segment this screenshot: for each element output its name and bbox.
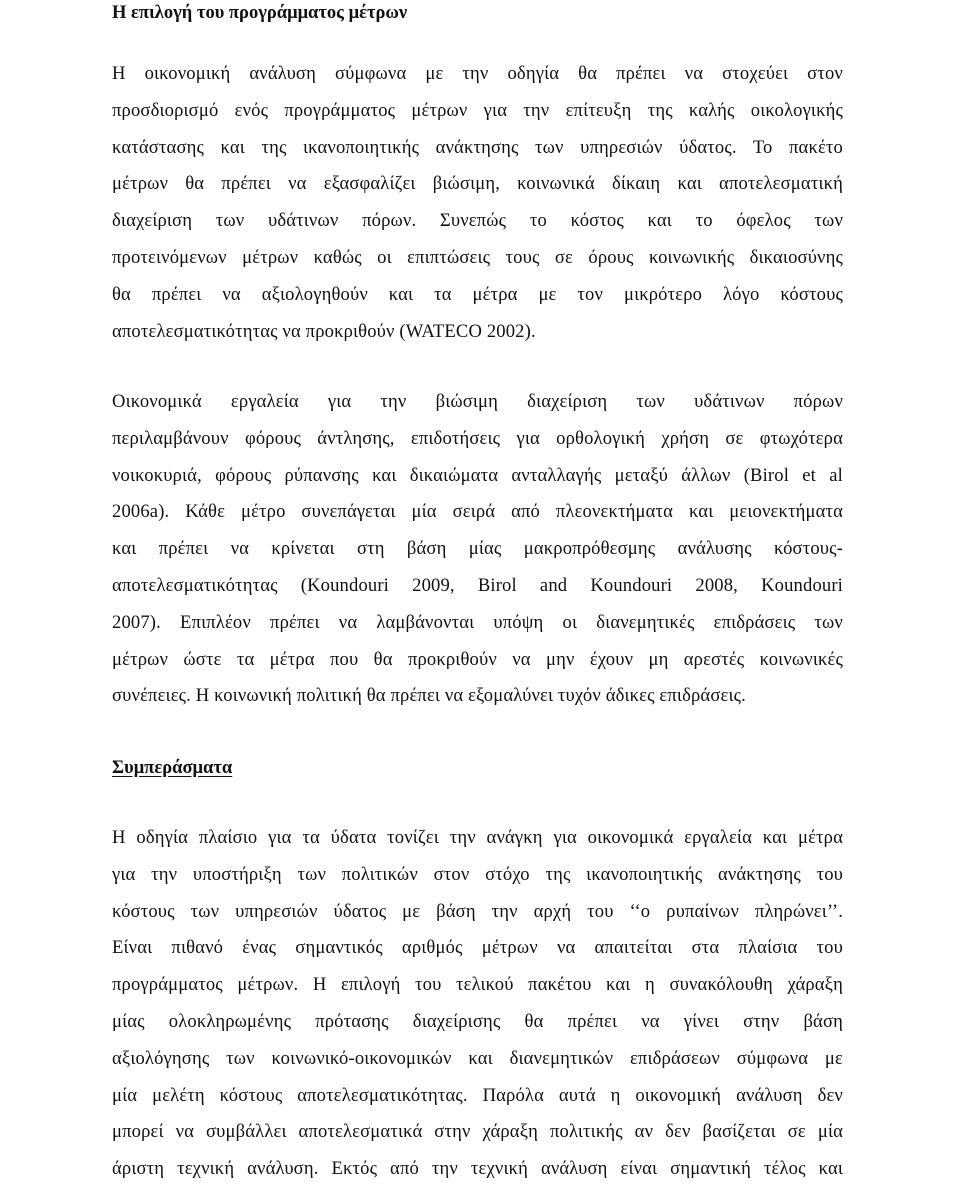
- paragraph-conclusions: [112, 820, 843, 1188]
- text-line: περιλαμβάνουν φόρους άντλησης, επιδοτήσεις για ορθολογική χρήση σε φτωχότερα: [112, 427, 843, 449]
- text-line: κόστους των υπηρεσιών ύδατος με βάση την αρχή του ‘‘ο ρυπαίνων πληρώνει’’.: [112, 900, 843, 922]
- text-line: Οικονομικά εργαλεία για την βιώσιμη διαχείριση των υδάτινων πόρων: [112, 391, 843, 412]
- text-line: Η οικονομική ανάλυση σύμφωνα με την οδηγία θα πρέπει να στοχεύει στον: [112, 63, 843, 84]
- section-heading-program-of-measures: Η επιλογή του προγράμματος μέτρων: [112, 3, 408, 23]
- text-line: προτεινόμενων μέτρων καθώς οι επιπτώσεις τους σε όρους κοινωνικής δικαιοσύνης: [112, 246, 843, 268]
- text-line: Είναι πιθανό ένας σημαντικός αριθμός μέτρων να απαιτείται στα πλαίσια του: [112, 937, 843, 959]
- paragraph-economic-tools: [112, 384, 843, 715]
- text-line: προσδιορισμό ενός προγράμματος μέτρων για την επίτευξη της καλής οικολογικής: [112, 99, 843, 121]
- text-line: αξιολόγησης των κοινωνικό-οικονομικών και διανεμητικών επιδράσεων σύμφωνα με: [112, 1047, 843, 1069]
- text-line: μία μελέτη κόστους αποτελεσματικότητας. Παρόλα αυτά η οικονομική ανάλυση δεν: [112, 1084, 843, 1106]
- text-line: 2006a). Κάθε μέτρο συνεπάγεται μία σειρά από πλεονεκτήματα και μειονεκτήματα: [112, 501, 843, 523]
- text-line: και πρέπει να κρίνεται στη βάση μίας μακροπρόθεσμης ανάλυσης κόστους-: [112, 538, 843, 560]
- text-line: μπορεί να συμβάλλει αποτελεσματικά στην χάραξη πολιτικής αν δεν βασίζεται σε μία: [112, 1121, 843, 1143]
- text-line: για την υποστήριξη των πολιτικών στον στόχο της ικανοποιητικής ανάκτησης του: [112, 863, 843, 885]
- text-line: θα πρέπει να αξιολογηθούν και τα μέτρα με τον μικρότερο λόγο κόστους: [112, 283, 843, 305]
- text-line: αποτελεσματικότητας (Koundouri 2009, Birol and Koundouri 2008, Koundouri: [112, 574, 843, 596]
- text-line: συνέπειες. Η κοινωνική πολιτική θα πρέπει να εξομαλύνει τυχόν άδικες επιδράσεις.: [112, 685, 746, 707]
- text-line: άριστη τεχνική ανάλυση. Εκτός από την τεχνική ανάλυση είναι σημαντική τέλος και: [112, 1158, 843, 1180]
- text-line: αποτελεσματικότητας να προκριθούν (WATECO 2002).: [112, 320, 536, 342]
- text-line: κατάστασης και της ικανοποιητικής ανάκτησης των υπηρεσιών ύδατος. Το πακέτο: [112, 136, 843, 158]
- text-line: νοικοκυριά, φόρους ρύπανσης και δικαιώματα ανταλλαγής μεταξύ άλλων (Birol et al: [112, 464, 843, 486]
- text-line: διαχείριση των υδάτινων πόρων. Συνεπώς το κόστος και το όφελος των: [112, 210, 843, 232]
- text-line: μέτρων ώστε τα μέτρα που θα προκριθούν να μην έχουν μη αρεστές κοινωνικές: [112, 648, 843, 670]
- paragraph-economic-analysis: [112, 56, 843, 350]
- text-line: προγράμματος μέτρων. Η επιλογή του τελικού πακέτου και η συνακόλουθη χάραξη: [112, 974, 843, 996]
- text-line: 2007). Επιπλέον πρέπει να λαμβάνονται υπόψη οι διανεμητικές επιδράσεις των: [112, 611, 843, 633]
- text-line: Η οδηγία πλαίσιο για τα ύδατα τονίζει την ανάγκη για οικονομικά εργαλεία και μέτρα: [112, 827, 843, 848]
- text-line: μίας ολοκληρωμένης πρότασης διαχείρισης θα πρέπει να γίνει στην βάση: [112, 1010, 843, 1032]
- text-line: μέτρων θα πρέπει να εξασφαλίζει βιώσιμη, κοινωνικά δίκαιη και αποτελεσματική: [112, 173, 843, 195]
- section-heading-conclusions: Συμπεράσματα: [112, 758, 233, 778]
